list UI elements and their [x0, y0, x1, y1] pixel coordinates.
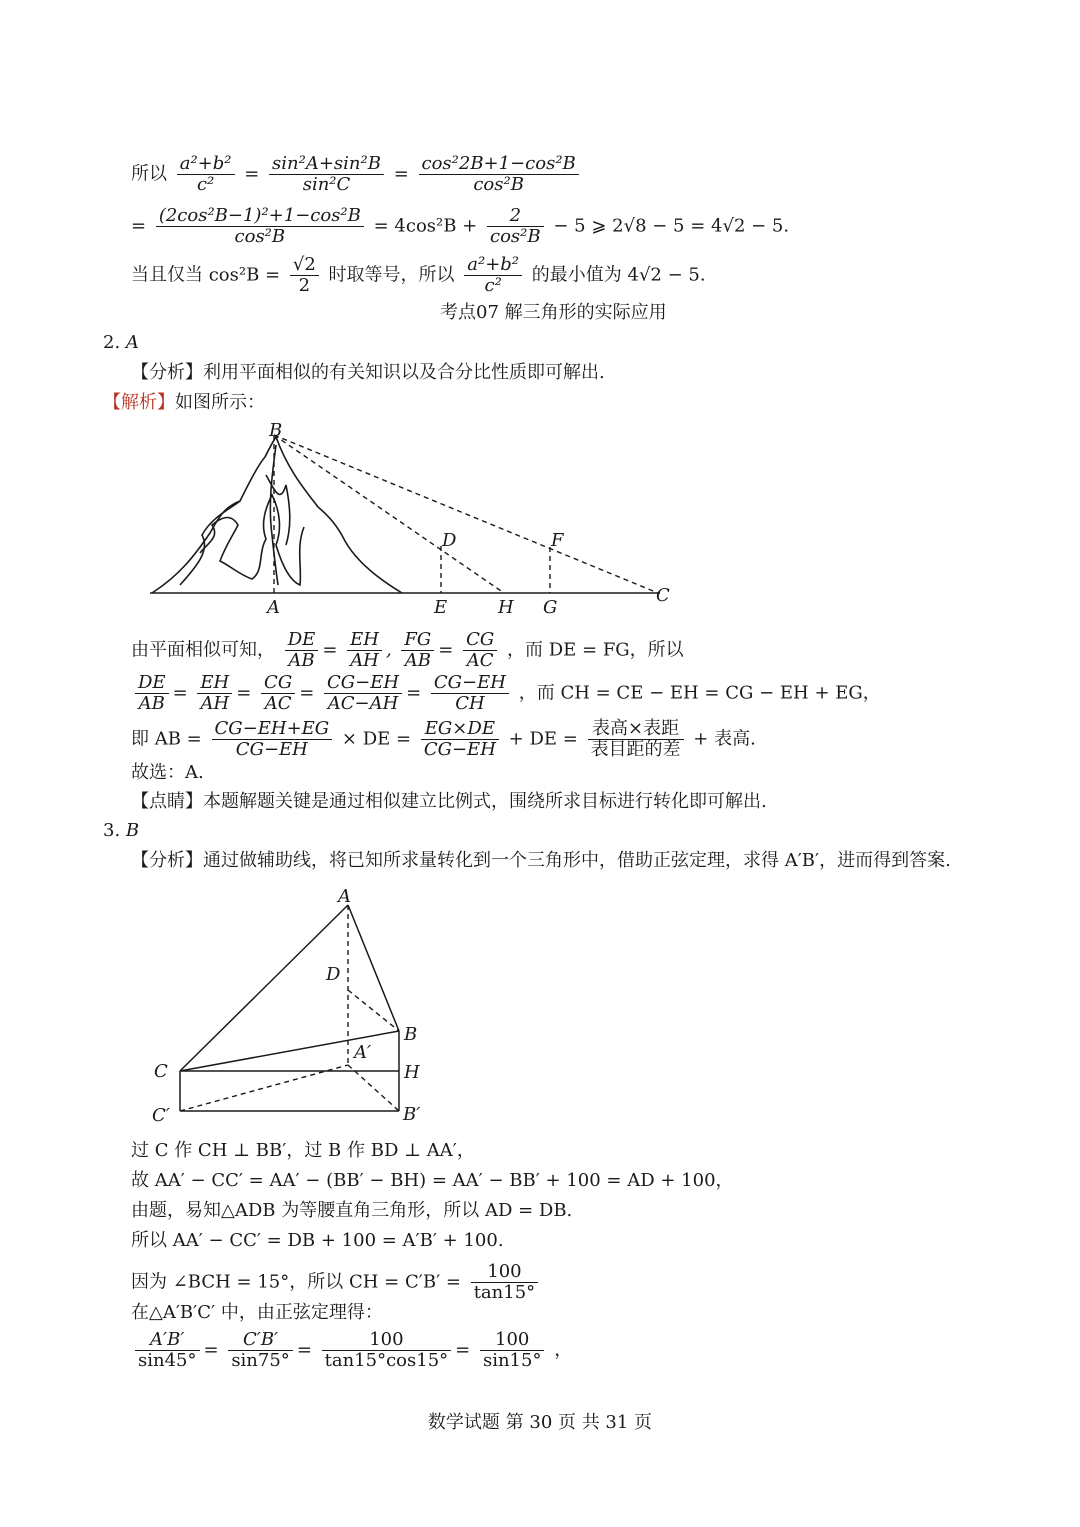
q3-line-2: 故 AA′ − CC′ = AA′ − (BB′ − BH) = AA′ − BB′ + 100 = AD + 100， — [131, 1170, 734, 1191]
question-3-answer: 3. B — [103, 820, 140, 841]
label-B-prime: B′ — [403, 1104, 421, 1125]
q3-line-7: $\frac{A'B'}{\sin 45^\circ}$ = $\frac{C'B'}{\sin 75^\circ}$ = $\frac{100}{\tan 15^\circ\cos 15^\circ}$ = $\frac{100}{\sin 15^\circ}$ ， — [131, 1330, 572, 1371]
label-H: H — [498, 597, 514, 618]
q3-line-6: 在△A′B′C′ 中，由正弦定理得： — [131, 1302, 383, 1323]
q2-choose: 故选：A. — [131, 762, 204, 783]
fraction: $\frac{100}{\sin 15^\circ}$ — [480, 1330, 545, 1371]
edge-AB — [348, 905, 399, 1031]
label-D: D — [442, 530, 457, 551]
edge-C2A2 — [180, 1065, 348, 1111]
fraction: $\frac{FG}{AB}$ — [401, 630, 434, 671]
fraction: $\frac{\text{sin²A+sin²B}}{\text{sin²C}}$ — [269, 154, 384, 195]
fraction: $\frac{100}{\tan 15^\circ}$ — [471, 1262, 538, 1303]
fraction: $\frac{2}{\text{cos²B}}$ — [487, 206, 544, 247]
q2-analysis: 【分析】利用平面相似的有关知识以及合分比性质即可解出. — [131, 362, 605, 383]
label-A-prime: A′ — [354, 1042, 372, 1063]
q3-line-4: 所以 AA′ − CC′ = DB + 100 = A′B′ + 100. — [131, 1230, 504, 1251]
q3-line-1: 过 C 作 CH ⊥ BB′，过 B 作 BD ⊥ AA′， — [131, 1140, 475, 1161]
line-BC — [274, 435, 658, 593]
label-H: H — [404, 1062, 420, 1083]
label-D: D — [326, 964, 341, 985]
mountain-figure — [140, 415, 700, 620]
fraction: $\frac{CG-EH+EG}{CG-EH}$ — [212, 719, 333, 760]
line-BH — [274, 435, 504, 593]
fraction: $\frac{EG\times DE}{CG-EH}$ — [421, 719, 499, 760]
fraction: $\frac{C'B'}{\sin 75^\circ}$ — [228, 1330, 293, 1371]
formula-line-1: 所以 $\frac{\text{a²+b²}}{\text{c²}}$ = $\frac{\text{sin²A+sin²B}}{\text{sin²C}}$ = $\frac{\text{cos²2B+1−cos²B}}{\text{cos²B}}$ — [131, 154, 583, 195]
fraction: $\frac{CG-EH}{AC-AH}$ — [324, 673, 402, 714]
fraction: $\frac{CG}{AC}$ — [261, 673, 295, 714]
mountain-outline — [152, 437, 402, 593]
q3-line-5: 因为 ∠BCH = 15°，所以 CH = C′B′ = $\frac{100}{\tan 15^\circ}$ — [131, 1262, 542, 1303]
fraction: $\frac{\text{a²+b²}}{\text{c²}}$ — [464, 255, 522, 296]
prism-figure — [140, 880, 440, 1130]
label-B: B — [269, 420, 283, 441]
q3-line-3: 由题，易知△ADB 为等腰直角三角形，所以 AD = DB. — [131, 1200, 573, 1221]
label-A: A — [267, 597, 280, 618]
mountain-ridge — [180, 495, 304, 585]
fraction: $\frac{CG}{AC}$ — [463, 630, 497, 671]
formula-line-2: = $\frac{\text{(2cos²B−1)²+1−cos²B}}{\text{cos²B}}$ = 4cos²B + $\frac{2}{\text{cos²B}}$ − 5 ⩾ 2√8 − 5 = 4√2 − 5. — [131, 205, 790, 247]
label-E: E — [434, 597, 448, 618]
fraction: $\frac{A'B'}{\sin 45^\circ}$ — [135, 1330, 200, 1371]
q3-analysis: 【分析】通过做辅助线，将已知所求量转化到一个三角形中，借助正弦定理，求得 A′B′，进而得到答案. — [131, 850, 951, 871]
formula-line-3: 当且仅当 cos²B = $\frac{√2}{2}$ 时取等号，所以 $\frac{\text{a²+b²}}{\text{c²}}$ 的最小值为 4√2 − 5. — [131, 254, 706, 296]
fraction: $\frac{\text{cos²2B+1−cos²B}}{\text{cos²B}}$ — [419, 154, 579, 195]
label-B: B — [404, 1024, 418, 1045]
fraction: $\frac{CG-EH}{CH}$ — [431, 673, 509, 714]
label-C-prime: C′ — [152, 1105, 170, 1126]
fraction: $\frac{√2}{2}$ — [290, 255, 319, 296]
label-A: A — [338, 886, 351, 907]
fraction: $\frac{EH}{AH}$ — [197, 673, 232, 714]
question-2-answer: 2. A — [103, 332, 139, 353]
fraction: $\frac{DE}{AB}$ — [135, 673, 169, 714]
label-C: C — [656, 585, 670, 606]
fraction: $\frac{EH}{AH}$ — [347, 630, 382, 671]
label-G: G — [543, 597, 558, 618]
fraction: 表高×表距 表目距的差 — [588, 719, 684, 760]
fraction: $\frac{DE}{AB}$ — [285, 630, 319, 671]
section-title: 考点07 解三角形的实际应用 — [440, 302, 667, 323]
edge-A2B2 — [348, 1065, 399, 1111]
edge-AC — [180, 905, 348, 1071]
q2-jiexi: 【解析】如图所示： — [103, 392, 265, 413]
page-footer: 数学试题 第 30 页 共 31 页 — [427, 1412, 653, 1433]
label-F: F — [551, 530, 564, 551]
fraction: $\frac{\text{(2cos²B−1)²+1−cos²B}}{\text{cos²B}}$ — [156, 206, 364, 247]
mountain-crevice — [266, 445, 290, 585]
q2-line-3: 即 AB = $\frac{CG-EH+EG}{CG-EH}$ × DE = $\frac{EG\times DE}{CG-EH}$ + DE = 表高×表距 表目距的差 + 表高. — [131, 718, 756, 760]
q2-line-1: 由平面相似可知， $\frac{DE}{AB}$ = $\frac{EH}{AH}$ , $\frac{FG}{AB}$ = $\frac{CG}{AC}$ ，而 DE = FG，所以 — [131, 629, 684, 671]
q2-dianjing: 【点睛】本题解题关键是通过相似建立比例式，围绕所求目标进行转化即可解出. — [131, 791, 767, 812]
label-C: C — [154, 1061, 168, 1082]
fraction: $\frac{100}{\tan 15^\circ\cos 15^\circ}$ — [322, 1330, 452, 1371]
fraction: $\frac{\text{a²+b²}}{\text{c²}}$ — [177, 154, 235, 195]
q2-line-2: $\frac{DE}{AB}$ = $\frac{EH}{AH}$ = $\frac{CG}{AC}$ = $\frac{CG-EH}{AC-AH}$ = $\frac{CG-EH}{CH}$ ，而 CH = CE − EH = CG − EH + EG， — [131, 673, 881, 714]
